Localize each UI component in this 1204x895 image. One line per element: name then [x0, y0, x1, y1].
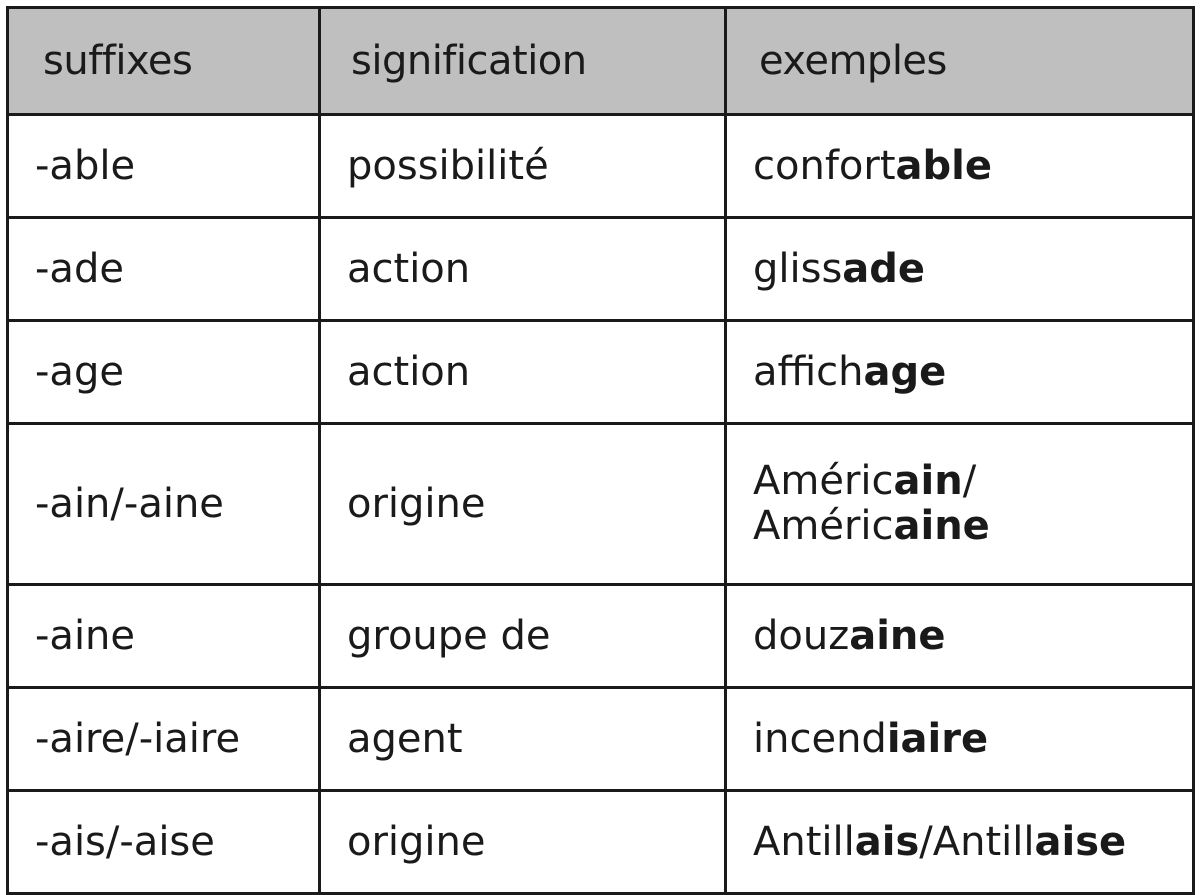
cell-meaning: groupe de — [320, 585, 726, 688]
cell-meaning: origine — [320, 791, 726, 894]
example-stem-part: Améric — [753, 503, 894, 549]
example-suffix-part: able — [895, 142, 992, 189]
cell-example — [726, 218, 1194, 321]
table-row — [8, 115, 1194, 218]
table-body — [8, 115, 1194, 894]
cell-suffix: -ais/-aise — [8, 791, 320, 894]
cell-example — [726, 321, 1194, 424]
example-line — [753, 614, 1178, 659]
table-row — [8, 688, 1194, 791]
cell-meaning: action — [320, 218, 726, 321]
cell-suffix: -aine — [8, 585, 320, 688]
example-line — [753, 717, 1178, 762]
cell-meaning: agent — [320, 688, 726, 791]
example-stem-part: confort — [753, 142, 896, 189]
column-header-suffixes: suffixes — [8, 8, 320, 115]
cell-example — [726, 115, 1194, 218]
example-stem-part: Antill — [753, 818, 855, 865]
example-line — [753, 350, 1178, 395]
example-line — [753, 820, 1178, 865]
example-stem-part: incend — [753, 715, 887, 762]
table-row — [8, 218, 1194, 321]
example-suffix-part: iaire — [886, 715, 989, 762]
example-stem-part: douz — [753, 612, 850, 659]
cell-suffix: -ade — [8, 218, 320, 321]
example-stem-part: gliss — [753, 245, 843, 292]
cell-suffix: -ain/-aine — [8, 424, 320, 585]
example-suffix-part: ade — [842, 245, 926, 292]
example-stem-part: /Antill — [919, 818, 1035, 865]
cell-meaning: origine — [320, 424, 726, 585]
example-line — [753, 144, 1178, 189]
table-row — [8, 585, 1194, 688]
cell-suffix: -age — [8, 321, 320, 424]
example-suffix-part: aine — [893, 503, 990, 549]
cell-meaning: action — [320, 321, 726, 424]
table-header-row — [8, 8, 1194, 115]
example-suffix-part: age — [863, 348, 947, 395]
example-suffix-part: aine — [849, 612, 946, 659]
example-line — [753, 504, 1178, 549]
column-header-exemples: exemples — [726, 8, 1194, 115]
example-line — [753, 247, 1178, 292]
table-header — [8, 8, 1194, 115]
column-header-signification: signification — [320, 8, 726, 115]
example-stem-part: / — [962, 458, 977, 505]
cell-example — [726, 424, 1194, 585]
example-suffix-part: aise — [1034, 818, 1127, 865]
cell-meaning: possibilité — [320, 115, 726, 218]
cell-example — [726, 688, 1194, 791]
table-row — [8, 321, 1194, 424]
cell-suffix: -aire/-iaire — [8, 688, 320, 791]
example-stem-part: Améric — [753, 458, 894, 505]
cell-suffix: -able — [8, 115, 320, 218]
cell-example — [726, 791, 1194, 894]
suffix-table — [6, 6, 1195, 895]
example-stem-part: affich — [753, 348, 864, 395]
example-suffix-part: ais — [854, 818, 920, 865]
table-row — [8, 791, 1194, 894]
example-line — [753, 459, 1178, 504]
table-row — [8, 424, 1194, 585]
cell-example — [726, 585, 1194, 688]
example-suffix-part: ain — [893, 458, 963, 505]
